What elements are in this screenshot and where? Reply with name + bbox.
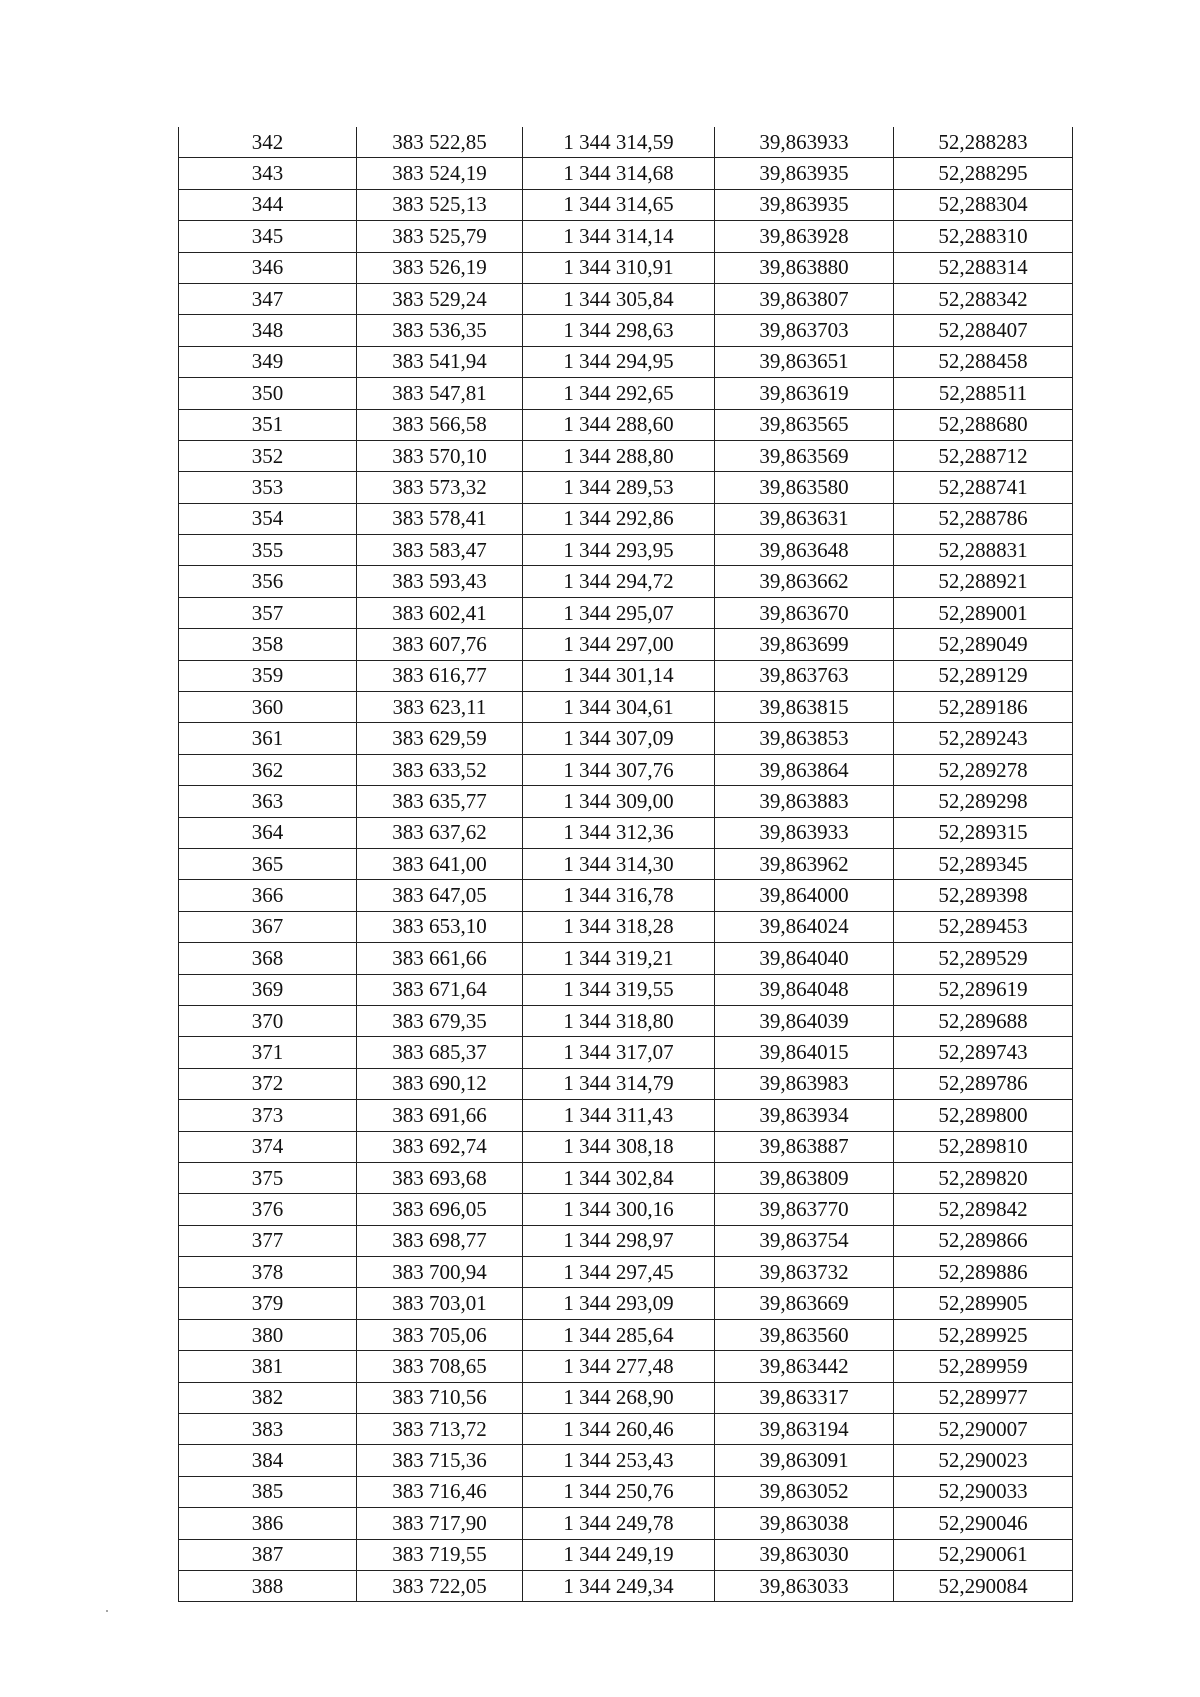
longitude-cell: 52,288741 <box>894 472 1073 503</box>
x-coordinate-cell: 383 578,41 <box>357 503 523 534</box>
longitude-cell: 52,289842 <box>894 1194 1073 1225</box>
table-row <box>179 378 1073 409</box>
table-row <box>179 1068 1073 1099</box>
longitude-cell: 52,288283 <box>894 127 1073 158</box>
point-number-cell: 352 <box>179 440 357 471</box>
table-row <box>179 409 1073 440</box>
x-coordinate-cell: 383 583,47 <box>357 535 523 566</box>
point-number-cell: 371 <box>179 1037 357 1068</box>
latitude-cell: 39,863560 <box>715 1319 894 1350</box>
longitude-cell: 52,289977 <box>894 1382 1073 1413</box>
point-number-cell: 377 <box>179 1225 357 1256</box>
y-coordinate-cell: 1 344 314,65 <box>523 189 715 220</box>
point-number-cell: 366 <box>179 880 357 911</box>
x-coordinate-cell: 383 536,35 <box>357 315 523 346</box>
x-coordinate-cell: 383 525,13 <box>357 189 523 220</box>
table-row <box>179 1194 1073 1225</box>
point-number-cell: 386 <box>179 1508 357 1539</box>
table-row <box>179 158 1073 189</box>
point-number-cell: 349 <box>179 346 357 377</box>
point-number-cell: 343 <box>179 158 357 189</box>
latitude-cell: 39,864039 <box>715 1005 894 1036</box>
latitude-cell: 39,863883 <box>715 786 894 817</box>
table-row <box>179 127 1073 158</box>
point-number-cell: 356 <box>179 566 357 597</box>
y-coordinate-cell: 1 344 312,36 <box>523 817 715 848</box>
point-number-cell: 360 <box>179 692 357 723</box>
latitude-cell: 39,863880 <box>715 252 894 283</box>
x-coordinate-cell: 383 700,94 <box>357 1257 523 1288</box>
x-coordinate-cell: 383 708,65 <box>357 1351 523 1382</box>
point-number-cell: 374 <box>179 1131 357 1162</box>
longitude-cell: 52,289688 <box>894 1005 1073 1036</box>
y-coordinate-cell: 1 344 318,28 <box>523 911 715 942</box>
y-coordinate-cell: 1 344 307,76 <box>523 754 715 785</box>
y-coordinate-cell: 1 344 309,00 <box>523 786 715 817</box>
longitude-cell: 52,290023 <box>894 1445 1073 1476</box>
point-number-cell: 365 <box>179 848 357 879</box>
longitude-cell: 52,288314 <box>894 252 1073 283</box>
y-coordinate-cell: 1 344 310,91 <box>523 252 715 283</box>
latitude-cell: 39,863052 <box>715 1476 894 1507</box>
latitude-cell: 39,863662 <box>715 566 894 597</box>
latitude-cell: 39,863807 <box>715 283 894 314</box>
table-row <box>179 1351 1073 1382</box>
x-coordinate-cell: 383 566,58 <box>357 409 523 440</box>
y-coordinate-cell: 1 344 314,14 <box>523 221 715 252</box>
y-coordinate-cell: 1 344 308,18 <box>523 1131 715 1162</box>
x-coordinate-cell: 383 690,12 <box>357 1068 523 1099</box>
table-row <box>179 1037 1073 1068</box>
point-number-cell: 364 <box>179 817 357 848</box>
table-row <box>179 1005 1073 1036</box>
longitude-cell: 52,290061 <box>894 1539 1073 1570</box>
latitude-cell: 39,863669 <box>715 1288 894 1319</box>
x-coordinate-cell: 383 541,94 <box>357 346 523 377</box>
latitude-cell: 39,863619 <box>715 378 894 409</box>
y-coordinate-cell: 1 344 295,07 <box>523 597 715 628</box>
latitude-cell: 39,863033 <box>715 1570 894 1601</box>
x-coordinate-cell: 383 691,66 <box>357 1100 523 1131</box>
scan-speck <box>106 1610 108 1612</box>
point-number-cell: 351 <box>179 409 357 440</box>
x-coordinate-cell: 383 647,05 <box>357 880 523 911</box>
point-number-cell: 380 <box>179 1319 357 1350</box>
table-row <box>179 880 1073 911</box>
latitude-cell: 39,863580 <box>715 472 894 503</box>
table-row <box>179 817 1073 848</box>
latitude-cell: 39,863194 <box>715 1414 894 1445</box>
latitude-cell: 39,863703 <box>715 315 894 346</box>
point-number-cell: 373 <box>179 1100 357 1131</box>
latitude-cell: 39,863317 <box>715 1382 894 1413</box>
latitude-cell: 39,863038 <box>715 1508 894 1539</box>
longitude-cell: 52,288304 <box>894 189 1073 220</box>
x-coordinate-cell: 383 616,77 <box>357 660 523 691</box>
point-number-cell: 363 <box>179 786 357 817</box>
table-row <box>179 629 1073 660</box>
y-coordinate-cell: 1 344 305,84 <box>523 283 715 314</box>
longitude-cell: 52,289800 <box>894 1100 1073 1131</box>
longitude-cell: 52,289298 <box>894 786 1073 817</box>
point-number-cell: 388 <box>179 1570 357 1601</box>
point-number-cell: 367 <box>179 911 357 942</box>
latitude-cell: 39,863935 <box>715 158 894 189</box>
point-number-cell: 385 <box>179 1476 357 1507</box>
point-number-cell: 346 <box>179 252 357 283</box>
point-number-cell: 353 <box>179 472 357 503</box>
table-row <box>179 221 1073 252</box>
y-coordinate-cell: 1 344 301,14 <box>523 660 715 691</box>
latitude-cell: 39,864048 <box>715 974 894 1005</box>
table-row <box>179 1445 1073 1476</box>
longitude-cell: 52,288712 <box>894 440 1073 471</box>
point-number-cell: 381 <box>179 1351 357 1382</box>
table-row <box>179 1225 1073 1256</box>
y-coordinate-cell: 1 344 316,78 <box>523 880 715 911</box>
y-coordinate-cell: 1 344 317,07 <box>523 1037 715 1068</box>
y-coordinate-cell: 1 344 294,72 <box>523 566 715 597</box>
table-row <box>179 535 1073 566</box>
latitude-cell: 39,864024 <box>715 911 894 942</box>
longitude-cell: 52,288458 <box>894 346 1073 377</box>
longitude-cell: 52,289001 <box>894 597 1073 628</box>
x-coordinate-cell: 383 696,05 <box>357 1194 523 1225</box>
longitude-cell: 52,288511 <box>894 378 1073 409</box>
longitude-cell: 52,289453 <box>894 911 1073 942</box>
y-coordinate-cell: 1 344 288,80 <box>523 440 715 471</box>
y-coordinate-cell: 1 344 311,43 <box>523 1100 715 1131</box>
table-row <box>179 786 1073 817</box>
latitude-cell: 39,863983 <box>715 1068 894 1099</box>
latitude-cell: 39,864015 <box>715 1037 894 1068</box>
point-number-cell: 378 <box>179 1257 357 1288</box>
x-coordinate-cell: 383 570,10 <box>357 440 523 471</box>
table-row <box>179 189 1073 220</box>
longitude-cell: 52,290046 <box>894 1508 1073 1539</box>
y-coordinate-cell: 1 344 293,95 <box>523 535 715 566</box>
point-number-cell: 361 <box>179 723 357 754</box>
x-coordinate-cell: 383 671,64 <box>357 974 523 1005</box>
latitude-cell: 39,863699 <box>715 629 894 660</box>
point-number-cell: 342 <box>179 127 357 158</box>
latitude-cell: 39,863887 <box>715 1131 894 1162</box>
point-number-cell: 384 <box>179 1445 357 1476</box>
y-coordinate-cell: 1 344 304,61 <box>523 692 715 723</box>
table-row <box>179 1131 1073 1162</box>
y-coordinate-cell: 1 344 292,86 <box>523 503 715 534</box>
table-row <box>179 472 1073 503</box>
y-coordinate-cell: 1 344 288,60 <box>523 409 715 440</box>
point-number-cell: 372 <box>179 1068 357 1099</box>
x-coordinate-cell: 383 522,85 <box>357 127 523 158</box>
point-number-cell: 370 <box>179 1005 357 1036</box>
y-coordinate-cell: 1 344 249,78 <box>523 1508 715 1539</box>
x-coordinate-cell: 383 679,35 <box>357 1005 523 1036</box>
x-coordinate-cell: 383 573,32 <box>357 472 523 503</box>
y-coordinate-cell: 1 344 294,95 <box>523 346 715 377</box>
y-coordinate-cell: 1 344 298,97 <box>523 1225 715 1256</box>
longitude-cell: 52,289905 <box>894 1288 1073 1319</box>
latitude-cell: 39,863648 <box>715 535 894 566</box>
longitude-cell: 52,289810 <box>894 1131 1073 1162</box>
point-number-cell: 368 <box>179 943 357 974</box>
latitude-cell: 39,863933 <box>715 127 894 158</box>
y-coordinate-cell: 1 344 314,68 <box>523 158 715 189</box>
longitude-cell: 52,288921 <box>894 566 1073 597</box>
point-number-cell: 387 <box>179 1539 357 1570</box>
x-coordinate-cell: 383 661,66 <box>357 943 523 974</box>
latitude-cell: 39,863631 <box>715 503 894 534</box>
latitude-cell: 39,863091 <box>715 1445 894 1476</box>
y-coordinate-cell: 1 344 268,90 <box>523 1382 715 1413</box>
x-coordinate-cell: 383 641,00 <box>357 848 523 879</box>
table-row <box>179 1319 1073 1350</box>
table-row <box>179 1539 1073 1570</box>
table-row <box>179 440 1073 471</box>
y-coordinate-cell: 1 344 293,09 <box>523 1288 715 1319</box>
x-coordinate-cell: 383 703,01 <box>357 1288 523 1319</box>
x-coordinate-cell: 383 633,52 <box>357 754 523 785</box>
y-coordinate-cell: 1 344 302,84 <box>523 1162 715 1193</box>
longitude-cell: 52,289619 <box>894 974 1073 1005</box>
x-coordinate-cell: 383 524,19 <box>357 158 523 189</box>
latitude-cell: 39,863763 <box>715 660 894 691</box>
table-row <box>179 1288 1073 1319</box>
x-coordinate-cell: 383 529,24 <box>357 283 523 314</box>
latitude-cell: 39,864040 <box>715 943 894 974</box>
longitude-cell: 52,289049 <box>894 629 1073 660</box>
point-number-cell: 382 <box>179 1382 357 1413</box>
x-coordinate-cell: 383 623,11 <box>357 692 523 723</box>
y-coordinate-cell: 1 344 298,63 <box>523 315 715 346</box>
x-coordinate-cell: 383 525,79 <box>357 221 523 252</box>
longitude-cell: 52,289886 <box>894 1257 1073 1288</box>
x-coordinate-cell: 383 692,74 <box>357 1131 523 1162</box>
longitude-cell: 52,288786 <box>894 503 1073 534</box>
y-coordinate-cell: 1 344 253,43 <box>523 1445 715 1476</box>
x-coordinate-cell: 383 716,46 <box>357 1476 523 1507</box>
x-coordinate-cell: 383 593,43 <box>357 566 523 597</box>
point-number-cell: 348 <box>179 315 357 346</box>
x-coordinate-cell: 383 717,90 <box>357 1508 523 1539</box>
latitude-cell: 39,863809 <box>715 1162 894 1193</box>
table-row <box>179 1162 1073 1193</box>
x-coordinate-cell: 383 710,56 <box>357 1382 523 1413</box>
x-coordinate-cell: 383 637,62 <box>357 817 523 848</box>
latitude-cell: 39,863670 <box>715 597 894 628</box>
y-coordinate-cell: 1 344 297,45 <box>523 1257 715 1288</box>
table-row <box>179 754 1073 785</box>
y-coordinate-cell: 1 344 314,30 <box>523 848 715 879</box>
x-coordinate-cell: 383 653,10 <box>357 911 523 942</box>
point-number-cell: 354 <box>179 503 357 534</box>
table-row <box>179 315 1073 346</box>
point-number-cell: 358 <box>179 629 357 660</box>
point-number-cell: 357 <box>179 597 357 628</box>
latitude-cell: 39,863754 <box>715 1225 894 1256</box>
table-row <box>179 692 1073 723</box>
point-number-cell: 362 <box>179 754 357 785</box>
longitude-cell: 52,289866 <box>894 1225 1073 1256</box>
longitude-cell: 52,288407 <box>894 315 1073 346</box>
x-coordinate-cell: 383 547,81 <box>357 378 523 409</box>
point-number-cell: 376 <box>179 1194 357 1225</box>
latitude-cell: 39,863732 <box>715 1257 894 1288</box>
longitude-cell: 52,289820 <box>894 1162 1073 1193</box>
x-coordinate-cell: 383 693,68 <box>357 1162 523 1193</box>
y-coordinate-cell: 1 344 319,21 <box>523 943 715 974</box>
x-coordinate-cell: 383 719,55 <box>357 1539 523 1570</box>
table-row <box>179 283 1073 314</box>
table-row <box>179 974 1073 1005</box>
longitude-cell: 52,289398 <box>894 880 1073 911</box>
longitude-cell: 52,288342 <box>894 283 1073 314</box>
x-coordinate-cell: 383 715,36 <box>357 1445 523 1476</box>
longitude-cell: 52,288680 <box>894 409 1073 440</box>
table-row <box>179 1257 1073 1288</box>
latitude-cell: 39,863962 <box>715 848 894 879</box>
y-coordinate-cell: 1 344 319,55 <box>523 974 715 1005</box>
x-coordinate-cell: 383 685,37 <box>357 1037 523 1068</box>
latitude-cell: 39,863565 <box>715 409 894 440</box>
latitude-cell: 39,863864 <box>715 754 894 785</box>
table-row <box>179 566 1073 597</box>
y-coordinate-cell: 1 344 285,64 <box>523 1319 715 1350</box>
longitude-cell: 52,288831 <box>894 535 1073 566</box>
latitude-cell: 39,864000 <box>715 880 894 911</box>
longitude-cell: 52,289529 <box>894 943 1073 974</box>
table-row <box>179 911 1073 942</box>
point-number-cell: 375 <box>179 1162 357 1193</box>
longitude-cell: 52,289959 <box>894 1351 1073 1382</box>
longitude-cell: 52,289278 <box>894 754 1073 785</box>
table-row <box>179 848 1073 879</box>
latitude-cell: 39,863030 <box>715 1539 894 1570</box>
latitude-cell: 39,863569 <box>715 440 894 471</box>
table-row <box>179 503 1073 534</box>
table-row <box>179 252 1073 283</box>
x-coordinate-cell: 383 607,76 <box>357 629 523 660</box>
y-coordinate-cell: 1 344 250,76 <box>523 1476 715 1507</box>
table-row <box>179 597 1073 628</box>
table-row <box>179 1476 1073 1507</box>
x-coordinate-cell: 383 713,72 <box>357 1414 523 1445</box>
point-number-cell: 379 <box>179 1288 357 1319</box>
longitude-cell: 52,289925 <box>894 1319 1073 1350</box>
table-row <box>179 660 1073 691</box>
x-coordinate-cell: 383 722,05 <box>357 1570 523 1601</box>
table-row <box>179 1414 1073 1445</box>
point-number-cell: 355 <box>179 535 357 566</box>
point-number-cell: 344 <box>179 189 357 220</box>
point-number-cell: 347 <box>179 283 357 314</box>
latitude-cell: 39,863815 <box>715 692 894 723</box>
y-coordinate-cell: 1 344 300,16 <box>523 1194 715 1225</box>
point-number-cell: 345 <box>179 221 357 252</box>
x-coordinate-cell: 383 705,06 <box>357 1319 523 1350</box>
longitude-cell: 52,289243 <box>894 723 1073 754</box>
table-row <box>179 723 1073 754</box>
x-coordinate-cell: 383 698,77 <box>357 1225 523 1256</box>
table-row <box>179 1382 1073 1413</box>
y-coordinate-cell: 1 344 297,00 <box>523 629 715 660</box>
latitude-cell: 39,863935 <box>715 189 894 220</box>
latitude-cell: 39,863651 <box>715 346 894 377</box>
longitude-cell: 52,289345 <box>894 848 1073 879</box>
point-number-cell: 359 <box>179 660 357 691</box>
longitude-cell: 52,290084 <box>894 1570 1073 1601</box>
point-number-cell: 383 <box>179 1414 357 1445</box>
longitude-cell: 52,288310 <box>894 221 1073 252</box>
x-coordinate-cell: 383 635,77 <box>357 786 523 817</box>
y-coordinate-cell: 1 344 314,79 <box>523 1068 715 1099</box>
y-coordinate-cell: 1 344 307,09 <box>523 723 715 754</box>
y-coordinate-cell: 1 344 260,46 <box>523 1414 715 1445</box>
coordinates-table-body <box>179 127 1073 1602</box>
y-coordinate-cell: 1 344 249,34 <box>523 1570 715 1601</box>
table-row <box>179 1100 1073 1131</box>
y-coordinate-cell: 1 344 289,53 <box>523 472 715 503</box>
table-row <box>179 1570 1073 1601</box>
latitude-cell: 39,863934 <box>715 1100 894 1131</box>
longitude-cell: 52,289186 <box>894 692 1073 723</box>
y-coordinate-cell: 1 344 314,59 <box>523 127 715 158</box>
y-coordinate-cell: 1 344 318,80 <box>523 1005 715 1036</box>
y-coordinate-cell: 1 344 277,48 <box>523 1351 715 1382</box>
coordinates-table <box>178 127 1073 1602</box>
point-number-cell: 350 <box>179 378 357 409</box>
longitude-cell: 52,290033 <box>894 1476 1073 1507</box>
longitude-cell: 52,290007 <box>894 1414 1073 1445</box>
longitude-cell: 52,289743 <box>894 1037 1073 1068</box>
table-row <box>179 346 1073 377</box>
y-coordinate-cell: 1 344 249,19 <box>523 1539 715 1570</box>
x-coordinate-cell: 383 629,59 <box>357 723 523 754</box>
latitude-cell: 39,863933 <box>715 817 894 848</box>
latitude-cell: 39,863928 <box>715 221 894 252</box>
latitude-cell: 39,863853 <box>715 723 894 754</box>
x-coordinate-cell: 383 602,41 <box>357 597 523 628</box>
longitude-cell: 52,289315 <box>894 817 1073 848</box>
latitude-cell: 39,863442 <box>715 1351 894 1382</box>
x-coordinate-cell: 383 526,19 <box>357 252 523 283</box>
latitude-cell: 39,863770 <box>715 1194 894 1225</box>
longitude-cell: 52,289129 <box>894 660 1073 691</box>
longitude-cell: 52,288295 <box>894 158 1073 189</box>
longitude-cell: 52,289786 <box>894 1068 1073 1099</box>
y-coordinate-cell: 1 344 292,65 <box>523 378 715 409</box>
table-row <box>179 1508 1073 1539</box>
point-number-cell: 369 <box>179 974 357 1005</box>
table-row <box>179 943 1073 974</box>
